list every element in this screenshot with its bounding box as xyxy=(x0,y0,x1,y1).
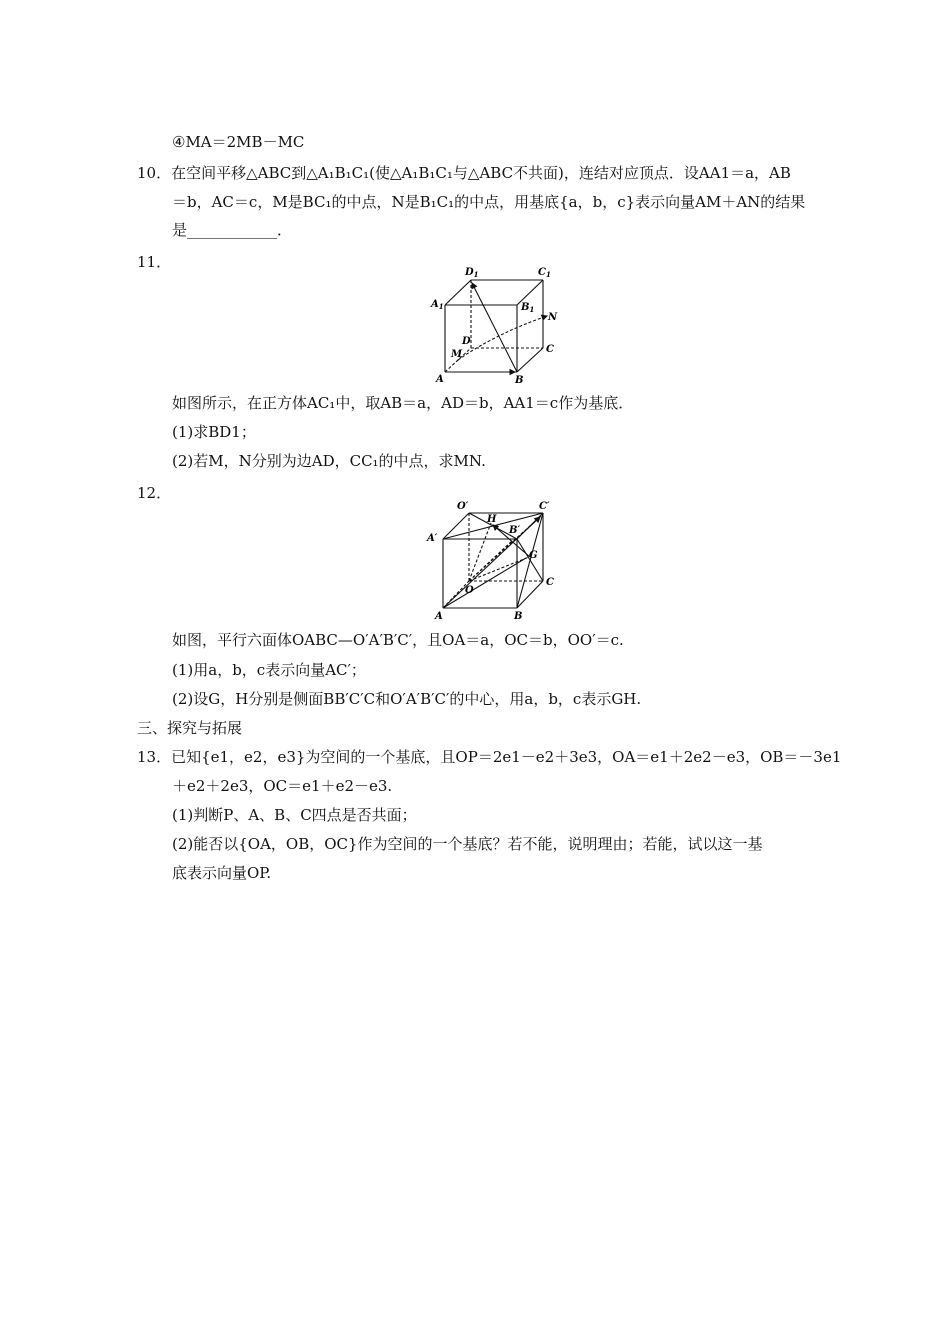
parallelepiped-figure-12 xyxy=(425,495,565,623)
label-c: C xyxy=(546,577,554,588)
label-g: G xyxy=(529,550,538,561)
problem-13-line-1: 13．已知{e1，e2，e3}为空间的一个基底，且OP＝2e1－e2＋3e3，OA＝e1＋2e2－e3，OB＝－3e1 xyxy=(137,748,842,766)
problem-10-line-3: 是____________． xyxy=(172,221,293,239)
label-h: H xyxy=(487,514,497,525)
problem-13-part-2-cont: 底表示向量OP. xyxy=(172,864,272,882)
label-c: C xyxy=(546,344,554,355)
label-n: N xyxy=(548,312,558,323)
label-d1: $D_1$ xyxy=(465,267,479,279)
problem-10-line-1: 10．在空间平移△ABC到△A₁B₁C₁(使△A₁B₁C₁与△ABC不共面)，连结对应顶点．设AA1＝a，AB xyxy=(137,164,791,182)
problem-11-stem: 如图所示，在正方体AC₁中，取AB＝a，AD＝b，AA1＝c作为基底． xyxy=(172,394,634,412)
label-c1: $C_1$ xyxy=(538,267,551,279)
cube-figure-11 xyxy=(425,262,565,388)
label-a-prime: A′ xyxy=(427,533,438,544)
problem-13-part-1: (1)判断P、A、B、C四点是否共面； xyxy=(172,806,417,824)
label-m: M xyxy=(451,349,463,360)
label-c-prime: C′ xyxy=(539,501,550,512)
label-b1: $B_1$ xyxy=(521,302,535,314)
option-4: ④MA＝2MB－MC xyxy=(172,133,305,151)
label-a: A xyxy=(435,611,443,622)
label-o-prime: O′ xyxy=(457,501,469,512)
problem-13-line-2: ＋e2＋2e3，OC＝e1＋e2－e3. xyxy=(172,777,393,795)
problem-12-part-1: (1)用a，b，c表示向量AC′； xyxy=(172,661,366,679)
label-b: B xyxy=(514,611,523,622)
label-a: A xyxy=(436,374,444,385)
problem-11-part-1: (1)求BD1； xyxy=(172,423,256,441)
problem-12-stem: 如图，平行六面体OABC—O′A′B′C′，且OA＝a，OC＝b，OO′＝c. xyxy=(172,631,624,649)
label-b-prime: B′ xyxy=(509,525,521,536)
problem-12-part-2: (2)设G，H分别是侧面BB′C′C和O′A′B′C′的中心，用a，b，c表示GH. xyxy=(172,690,642,708)
problem-11-part-2: (2)若M，N分别为边AD，CC₁的中点，求MN. xyxy=(172,452,486,470)
problem-13-part-2: (2)能否以{OA，OB，OC}作为空间的一个基底？若不能，说明理由；若能，试以这一基 xyxy=(172,835,763,853)
problem-11-number: 11． xyxy=(137,253,172,271)
label-d: D xyxy=(462,336,471,347)
section-heading: 三、探究与拓展 xyxy=(137,719,243,737)
label-b: B xyxy=(515,375,524,386)
label-o: O xyxy=(465,585,474,596)
problem-12-number: 12． xyxy=(137,484,172,502)
problem-10-line-2: ＝b，AC＝c，M是BC₁的中点，N是B₁C₁的中点，用基底{a，b，c}表示向量AM＋AN的结果 xyxy=(172,193,806,211)
label-a1: $A_1$ xyxy=(431,299,444,311)
